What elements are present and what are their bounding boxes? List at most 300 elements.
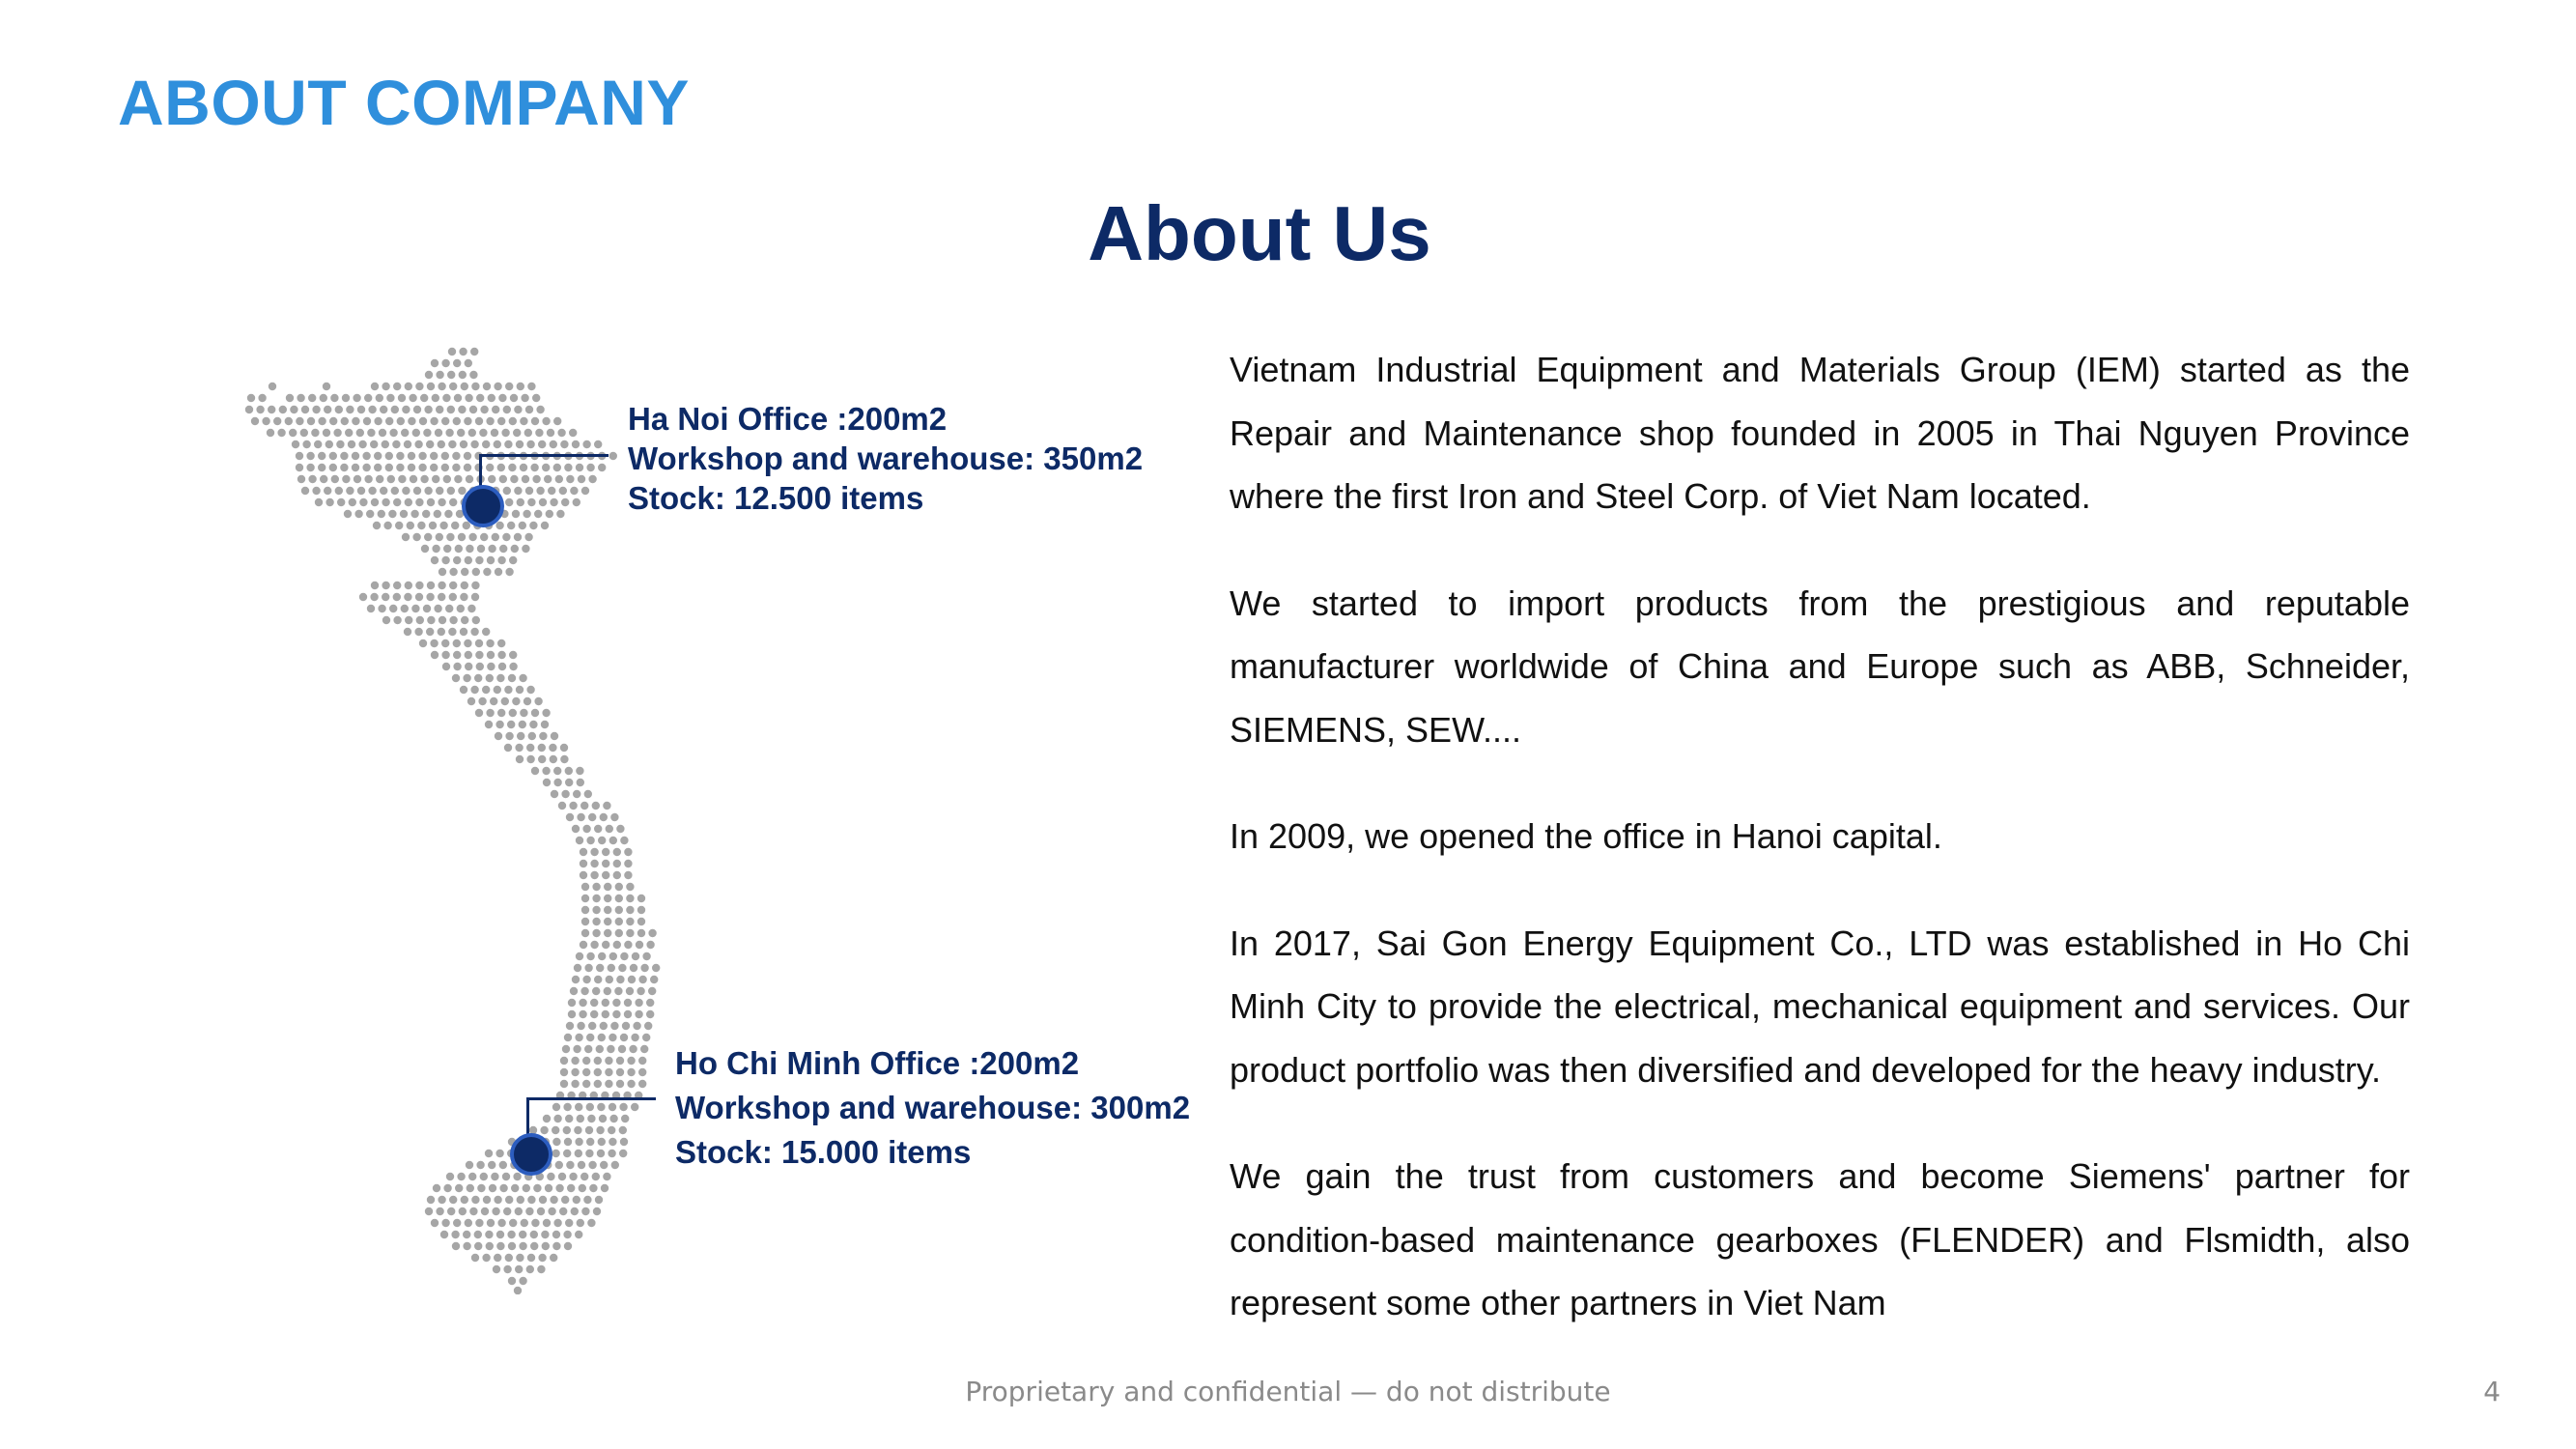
map-dot — [452, 452, 460, 460]
map-dot — [582, 1080, 590, 1088]
map-dot — [459, 348, 467, 355]
map-dot — [262, 417, 269, 425]
map-dot — [256, 406, 264, 413]
map-dot — [565, 779, 573, 786]
map-dot — [461, 582, 468, 589]
map-dot — [515, 1208, 523, 1215]
map-dot — [547, 1173, 554, 1180]
page-number: 4 — [2483, 1376, 2501, 1407]
about-paragraph-saigon: In 2017, Sai Gon Energy Equipment Co., LTD was established in Ho Chi Minh City to provide the electrical, mechanical equipment and services. Our product portfolio was then diversified and developed for the heavy industry. — [1230, 923, 2410, 1090]
map-dot — [340, 464, 348, 471]
map-dot — [376, 394, 383, 402]
map-dot — [431, 359, 439, 367]
map-dot — [538, 440, 546, 448]
map-dot — [404, 628, 411, 636]
map-dot — [385, 452, 393, 460]
map-dot — [441, 651, 449, 659]
hanoi-office-callout — [628, 399, 1143, 518]
map-dot — [548, 1208, 555, 1215]
map-dot — [627, 1080, 635, 1088]
map-dot — [465, 556, 472, 564]
map-dot — [379, 429, 386, 437]
map-dot — [519, 674, 526, 682]
map-dot — [585, 1126, 593, 1134]
map-dot — [580, 1173, 588, 1180]
map-dot — [594, 1057, 602, 1065]
map-dot — [584, 964, 592, 972]
map-dot — [600, 1022, 608, 1030]
map-dot — [552, 1150, 559, 1157]
map-dot — [318, 452, 326, 460]
map-dot — [457, 429, 465, 437]
map-dot — [477, 1184, 485, 1192]
map-dot — [527, 1254, 535, 1262]
map-dot — [516, 440, 524, 448]
map-dot — [606, 825, 613, 833]
map-dot — [592, 929, 600, 937]
map-dot — [637, 906, 645, 914]
map-dot — [468, 1173, 476, 1180]
map-dot — [501, 697, 509, 705]
map-dot — [279, 406, 287, 413]
map-dot — [580, 941, 587, 949]
map-dot — [588, 813, 596, 821]
map-dot — [542, 767, 550, 775]
map-dot — [441, 639, 449, 647]
map-dot — [609, 952, 617, 960]
map-dot — [581, 1208, 589, 1215]
map-dot — [426, 628, 434, 636]
map-dot — [527, 383, 535, 390]
map-dot — [626, 987, 634, 995]
map-dot — [315, 498, 323, 506]
map-dot — [619, 1150, 627, 1157]
map-dot — [537, 1208, 545, 1215]
map-dot — [382, 383, 389, 390]
map-dot — [460, 686, 467, 694]
map-dot — [494, 1254, 501, 1262]
map-dot — [531, 1219, 539, 1227]
map-dot — [307, 417, 315, 425]
map-dot — [341, 417, 349, 425]
map-dot — [619, 1103, 627, 1111]
map-dot — [465, 663, 472, 670]
map-dot — [401, 605, 409, 612]
map-dot — [590, 941, 598, 949]
map-dot — [613, 871, 621, 879]
map-dot — [483, 568, 491, 576]
map-dot — [367, 429, 375, 437]
page-title: About Us — [1088, 190, 1431, 276]
map-dot — [367, 605, 375, 612]
map-dot — [594, 1068, 602, 1076]
map-dot — [488, 394, 495, 402]
map-dot — [443, 1184, 451, 1192]
map-dot — [494, 686, 501, 694]
map-dot — [524, 533, 532, 541]
map-dot — [514, 406, 522, 413]
map-dot — [551, 790, 558, 798]
map-dot — [420, 394, 428, 402]
map-dot — [520, 464, 527, 471]
map-dot — [573, 790, 580, 798]
map-dot — [597, 1150, 605, 1157]
map-dot — [624, 848, 632, 856]
map-dot — [397, 417, 405, 425]
map-dot — [569, 429, 577, 437]
map-dot — [495, 721, 503, 728]
map-dot — [593, 1208, 601, 1215]
map-dot — [611, 1161, 619, 1169]
confidentiality-note: Proprietary and confidential — do not distribute — [965, 1376, 1611, 1407]
map-dot — [430, 639, 438, 647]
hcm-stock: Stock: 15.000 items — [675, 1134, 972, 1170]
map-dot — [449, 616, 457, 624]
map-dot — [640, 1045, 648, 1053]
map-dot — [495, 732, 502, 740]
map-dot — [552, 1242, 560, 1250]
map-dot — [590, 871, 598, 879]
map-dot — [471, 593, 479, 601]
map-dot — [538, 744, 546, 752]
map-dot — [559, 487, 567, 495]
map-dot — [581, 918, 589, 925]
map-dot — [552, 1126, 559, 1134]
section-title: ABOUT COMPANY — [118, 67, 690, 138]
map-dot — [534, 697, 542, 705]
map-dot — [427, 582, 435, 589]
map-dot — [566, 1161, 574, 1169]
map-dot — [404, 440, 411, 448]
map-dot — [463, 1242, 470, 1250]
map-dot — [635, 999, 642, 1007]
map-dot — [613, 848, 621, 856]
map-dot — [368, 406, 376, 413]
map-dot — [385, 417, 393, 425]
map-dot — [449, 383, 457, 390]
map-dot — [333, 429, 341, 437]
map-dot — [630, 964, 637, 972]
map-dot — [376, 475, 383, 483]
map-dot — [638, 1057, 646, 1065]
map-dot — [396, 464, 404, 471]
map-dot — [301, 406, 309, 413]
map-dot — [572, 825, 580, 833]
map-dot — [452, 464, 460, 471]
map-dot — [438, 593, 445, 601]
map-dot — [480, 406, 488, 413]
map-dot — [393, 498, 401, 506]
map-dot — [616, 1080, 624, 1088]
map-dot — [475, 1219, 483, 1227]
map-dot — [471, 1196, 479, 1204]
map-dot — [432, 394, 439, 402]
map-dot — [389, 605, 397, 612]
map-dot — [509, 556, 517, 564]
map-dot — [569, 1173, 577, 1180]
map-dot — [430, 464, 438, 471]
map-dot — [598, 464, 606, 471]
map-dot — [530, 1242, 538, 1250]
map-dot — [445, 605, 453, 612]
map-dot — [471, 582, 479, 589]
map-dot — [453, 556, 461, 564]
map-dot — [474, 1231, 482, 1238]
map-dot — [410, 510, 418, 518]
map-dot — [393, 593, 401, 601]
map-dot — [616, 1068, 624, 1076]
map-dot — [434, 510, 441, 518]
map-dot — [555, 1184, 563, 1192]
map-dot — [519, 721, 526, 728]
map-dot — [516, 686, 524, 694]
map-dot — [374, 452, 382, 460]
map-dot — [370, 593, 378, 601]
map-dot — [560, 1057, 568, 1065]
map-dot — [383, 522, 391, 529]
map-dot — [523, 510, 530, 518]
map-dot — [368, 487, 376, 495]
map-dot — [505, 498, 513, 506]
map-dot — [359, 593, 367, 601]
map-dot — [480, 533, 488, 541]
map-dot — [588, 1161, 596, 1169]
map-dot — [646, 999, 654, 1007]
map-dot — [344, 510, 352, 518]
map-dot — [502, 1173, 510, 1180]
map-dot — [616, 976, 624, 983]
map-dot — [615, 929, 623, 937]
map-dot — [626, 929, 634, 937]
map-dot — [388, 510, 396, 518]
map-dot — [565, 1115, 573, 1122]
map-dot — [594, 825, 602, 833]
map-dot — [493, 1265, 500, 1273]
map-dot — [598, 952, 606, 960]
map-dot — [550, 440, 557, 448]
map-dot — [605, 1068, 612, 1076]
map-dot — [509, 651, 517, 659]
map-dot — [442, 663, 450, 670]
map-dot — [308, 475, 316, 483]
map-dot — [465, 359, 472, 367]
map-dot — [486, 464, 494, 471]
map-dot — [620, 952, 628, 960]
map-dot — [624, 1010, 632, 1018]
map-dot — [581, 883, 589, 891]
map-dot — [556, 510, 564, 518]
map-dot — [592, 918, 600, 925]
map-dot — [570, 487, 578, 495]
map-dot — [410, 475, 417, 483]
map-dot — [413, 487, 421, 495]
map-dot — [504, 744, 512, 752]
map-dot — [561, 1196, 569, 1204]
map-dot — [352, 464, 359, 471]
map-dot — [582, 825, 590, 833]
map-dot — [408, 464, 415, 471]
map-dot — [427, 1196, 435, 1204]
hcm-workshop-area: Workshop and warehouse: 300m2 — [675, 1090, 1191, 1125]
map-dot — [480, 1173, 488, 1180]
map-dot — [434, 605, 441, 612]
map-dot — [441, 417, 449, 425]
map-dot — [550, 1196, 557, 1204]
map-dot — [602, 871, 609, 879]
map-dot — [320, 394, 327, 402]
map-dot — [579, 999, 586, 1007]
map-dot — [378, 510, 385, 518]
map-dot — [357, 487, 365, 495]
map-dot — [370, 440, 378, 448]
map-dot — [324, 406, 331, 413]
map-dot — [582, 1057, 590, 1065]
map-dot — [558, 802, 566, 810]
map-dot — [414, 440, 422, 448]
map-dot — [614, 987, 622, 995]
map-dot — [644, 1022, 652, 1030]
map-dot — [464, 417, 471, 425]
map-dot — [598, 1034, 606, 1041]
map-dot — [584, 1045, 592, 1053]
map-dot — [584, 790, 592, 798]
map-dot — [245, 406, 253, 413]
map-dot — [577, 813, 584, 821]
map-dot — [448, 348, 456, 355]
map-dot — [569, 802, 577, 810]
map-dot — [596, 1126, 604, 1134]
map-dot — [612, 999, 620, 1007]
map-dot — [552, 1103, 560, 1111]
map-dot — [624, 871, 632, 879]
map-dot — [448, 628, 456, 636]
map-dot — [504, 686, 512, 694]
map-dot — [563, 1103, 571, 1111]
map-dot — [609, 837, 617, 844]
map-dot — [534, 510, 542, 518]
map-dot — [391, 406, 399, 413]
map-dot — [460, 628, 467, 636]
map-dot — [626, 895, 634, 902]
map-dot — [468, 533, 476, 541]
map-dot — [491, 1173, 498, 1180]
map-dot — [615, 906, 623, 914]
map-dot — [637, 929, 645, 937]
map-dot — [460, 440, 467, 448]
map-dot — [453, 359, 461, 367]
map-dot — [469, 1208, 477, 1215]
map-dot — [382, 616, 390, 624]
map-dot — [530, 1231, 538, 1238]
map-dot — [596, 964, 604, 972]
map-dot — [550, 755, 557, 763]
map-dot — [536, 487, 544, 495]
map-dot — [532, 394, 540, 402]
map-dot — [363, 417, 371, 425]
map-dot — [572, 976, 580, 983]
map-dot — [608, 964, 615, 972]
map-dot — [346, 487, 354, 495]
map-dot — [481, 1208, 489, 1215]
map-dot — [398, 394, 406, 402]
map-dot — [459, 1208, 467, 1215]
map-dot — [582, 1068, 590, 1076]
map-dot — [449, 1196, 457, 1204]
map-dot — [592, 802, 600, 810]
map-dot — [602, 860, 609, 867]
map-dot — [396, 452, 404, 460]
map-dot — [378, 605, 385, 612]
map-dot — [415, 593, 423, 601]
map-dot — [314, 440, 322, 448]
map-dot — [444, 510, 452, 518]
map-dot — [541, 721, 549, 728]
map-dot — [464, 464, 471, 471]
map-dot — [405, 582, 412, 589]
map-dot — [549, 744, 556, 752]
map-dot — [329, 417, 337, 425]
map-dot — [487, 651, 495, 659]
map-dot — [535, 429, 543, 437]
map-dot — [574, 1126, 581, 1134]
map-dot — [531, 417, 539, 425]
map-dot — [598, 1138, 606, 1146]
map-dot — [599, 1115, 607, 1122]
map-dot — [312, 406, 320, 413]
map-dot — [652, 964, 660, 972]
map-dot — [592, 906, 600, 914]
map-dot — [492, 533, 499, 541]
map-dot — [505, 383, 513, 390]
map-dot — [603, 1173, 610, 1180]
map-dot — [498, 663, 506, 670]
map-dot — [402, 487, 410, 495]
map-dot — [531, 767, 539, 775]
map-dot — [286, 394, 294, 402]
map-dot — [251, 417, 259, 425]
map-dot — [539, 1196, 547, 1204]
map-dot — [553, 767, 561, 775]
map-dot — [541, 522, 549, 529]
map-dot — [411, 605, 419, 612]
map-dot — [590, 860, 598, 867]
map-dot — [580, 848, 587, 856]
map-dot — [519, 522, 526, 529]
map-dot — [608, 1126, 615, 1134]
map-dot — [516, 755, 524, 763]
map-dot — [585, 1150, 593, 1157]
map-dot — [447, 371, 455, 379]
map-dot — [404, 593, 411, 601]
map-dot — [277, 429, 285, 437]
map-dot — [431, 556, 439, 564]
map-dot — [453, 417, 461, 425]
map-dot — [558, 1173, 566, 1180]
map-dot — [517, 383, 524, 390]
map-dot — [465, 1219, 472, 1227]
map-dot — [449, 498, 457, 506]
map-dot — [373, 522, 381, 529]
map-dot — [453, 639, 461, 647]
map-dot — [382, 440, 389, 448]
map-dot — [470, 440, 478, 448]
map-dot — [427, 616, 435, 624]
map-dot — [503, 487, 511, 495]
map-dot — [633, 1022, 640, 1030]
map-dot — [555, 475, 563, 483]
map-dot — [393, 582, 401, 589]
map-dot — [509, 417, 517, 425]
